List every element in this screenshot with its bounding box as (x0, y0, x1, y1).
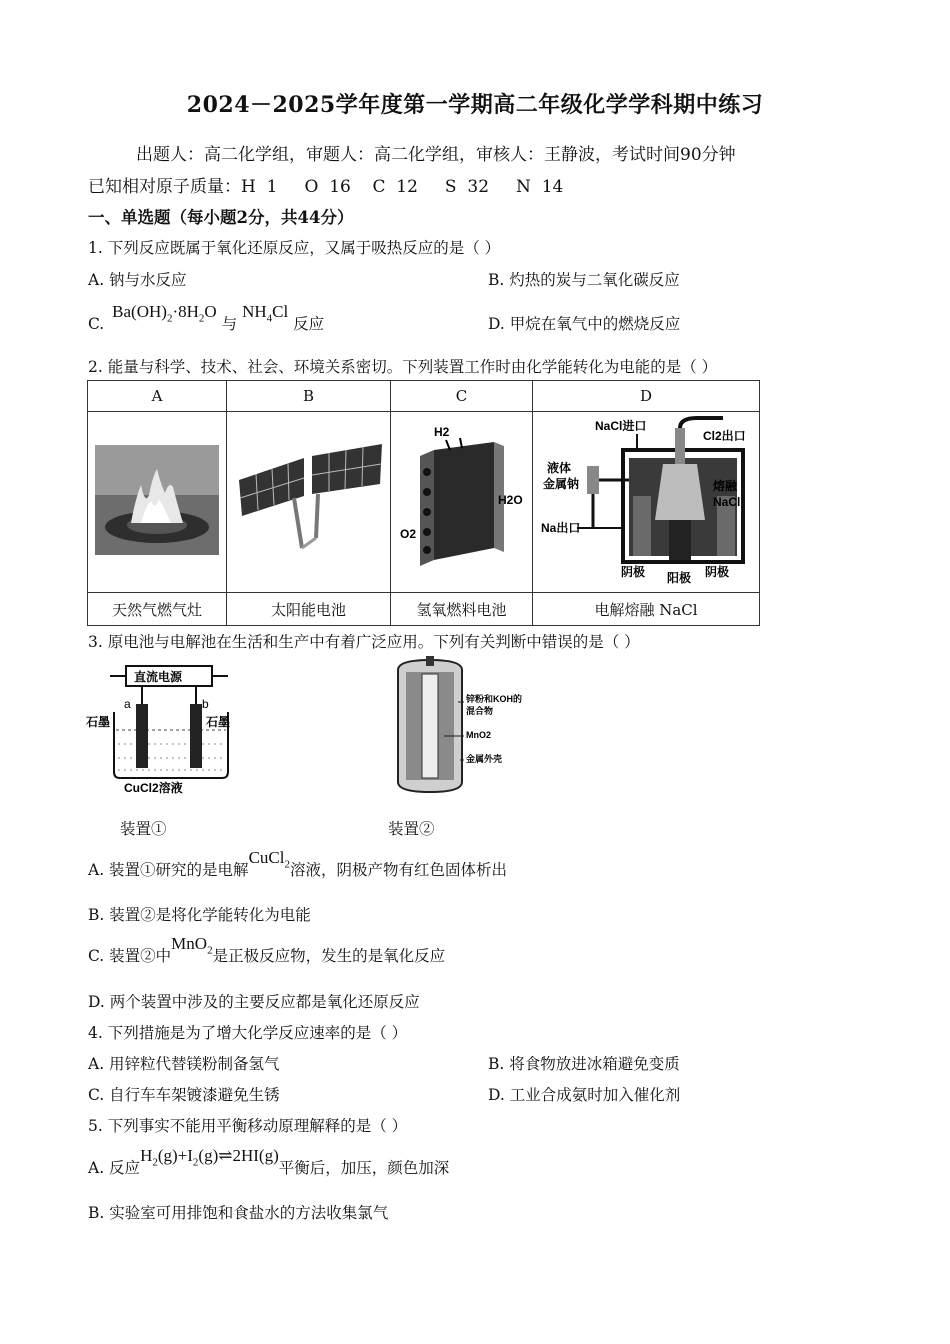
question-4-stem: 4. 下列措施是为了增大化学反应速率的是（ ） (88, 1024, 408, 1042)
q3-formula-mno2: MnO$_2$ (171, 934, 213, 957)
section-heading: 一、单选题（每小题2分，共44分） (88, 208, 354, 227)
q3-formula-cucl2: CuCl$_2$ (248, 848, 290, 871)
label-cl2-outlet: Cl2出口 (703, 429, 746, 443)
label-cucl2-solution: CuCl2溶液 (124, 781, 183, 795)
electrolysis-cell-image (533, 412, 760, 593)
q3-option-c: C. 装置②中MnO$_2$是正极反应物，发生的是氧化反应 (88, 934, 446, 965)
q1-option-c: C. $Ba(OH)_2\cdot 8H_2O$ 与 $NH_4Cl$ 反应 (88, 302, 325, 333)
col-header-c: C (391, 381, 533, 412)
label-metal-sodium: 金属钠 (543, 477, 580, 491)
q3-option-a: A. 装置①研究的是电解CuCl$_2$溶液，阴极产物有红色固体析出 (88, 848, 507, 879)
caption-a: 天然气燃气灶 (88, 593, 227, 626)
caption-b: 太阳能电池 (227, 593, 391, 626)
q4-option-c: C. 自行车车架镀漆避免生锈 (88, 1086, 280, 1104)
col-header-d: D (533, 381, 760, 412)
electrolysis-device-1-figure (86, 660, 256, 796)
q5-option-b: B. 实验室可用排饱和食盐水的方法收集氯气 (88, 1204, 389, 1222)
q1-formula-nh4cl: $NH_4Cl$ (242, 302, 289, 325)
label-mixture: 混合物 (466, 706, 494, 716)
label-dc-source: 直流电源 (134, 670, 183, 684)
gas-stove-image (88, 412, 227, 593)
q1-option-d: D. 甲烷在氧气中的燃烧反应 (488, 315, 681, 333)
q5-equation: $H_2(g)+I_2(g)\rightleftharpoons 2HI(g)$ (140, 1146, 279, 1169)
label-cathode-right: 阴极 (705, 565, 730, 579)
q5-option-a: A. 反应$H_2(g)+I_2(g)\rightleftharpoons 2HI(g)$平衡后，加压，颜色加深 (88, 1146, 450, 1177)
label-graphite-left: 石墨 (86, 715, 111, 729)
q1-option-a: A. 钠与水反应 (88, 271, 187, 289)
caption-c: 氢氧燃料电池 (391, 593, 533, 626)
device-table (87, 380, 760, 626)
caption-d: 电解熔融 NaCl (533, 593, 760, 626)
label-anode: 阳极 (667, 571, 692, 584)
question-1-stem: 1. 下列反应既属于氧化还原反应，又属于吸热反应的是（ ） (88, 239, 501, 257)
solar-panel-image (227, 412, 391, 593)
q3-option-d: D. 两个装置中涉及的主要反应都是氧化还原反应 (88, 993, 420, 1011)
col-header-b: B (227, 381, 391, 412)
device-1-caption: 装置① (120, 820, 167, 838)
label-zinc-koh-mixture: 锌粉和KOH的 (466, 694, 522, 704)
question-2-stem: 2. 能量与科学、技术、社会、环境关系密切。下列装置工作时由化学能转化为电能的是（ ） (88, 358, 718, 376)
atomic-mass-line: 已知相对原子质量：H 1 O 16 C 12 S 32 N 14 (88, 177, 564, 197)
fuel-cell-label-h2o: H2O (497, 493, 523, 507)
fuel-cell-label-o2: O2 (399, 527, 416, 541)
label-molten: 熔融 (713, 479, 738, 493)
label-electrode-a: a (124, 697, 131, 711)
label-mno2: MnO2 (466, 730, 492, 740)
label-na-outlet: Na出口 (541, 521, 581, 535)
page-title: 2024－2025学年度第一学期高二年级化学学科期中练习 (186, 92, 764, 118)
q4-option-d: D. 工业合成氨时加入催化剂 (488, 1086, 681, 1104)
fuel-cell-image (391, 412, 533, 593)
label-nacl-inlet: NaCl进口 (595, 419, 647, 433)
label-metal-shell: 金属外壳 (466, 754, 503, 764)
q3-option-b: B. 装置②是将化学能转化为电能 (88, 906, 311, 924)
question-3-stem: 3. 原电池与电解池在生活和生产中有着广泛应用。下列有关判断中错误的是（ ） (88, 633, 640, 651)
label-graphite-right: 石墨 (206, 715, 231, 729)
label-liquid: 液体 (547, 461, 572, 475)
label-nacl: NaCl (713, 495, 741, 509)
q4-option-b: B. 将食物放进冰箱避免变质 (488, 1055, 680, 1073)
device-2-caption: 装置② (388, 820, 435, 838)
exam-info: 出题人：高二化学组，审题人：高二化学组，审核人：王静波，考试时间90分钟 (136, 145, 736, 165)
q1-option-b: B. 灼热的炭与二氧化碳反应 (488, 271, 680, 289)
q1-formula-baoh2: $Ba(OH)_2\cdot 8H_2O$ (112, 302, 217, 325)
label-cathode-left: 阴极 (621, 565, 646, 579)
col-header-a: A (88, 381, 227, 412)
q4-option-a: A. 用锌粒代替镁粉制备氢气 (88, 1055, 280, 1073)
question-5-stem: 5. 下列事实不能用平衡移动原理解释的是（ ） (88, 1117, 408, 1135)
label-electrode-b: b (202, 697, 209, 711)
fuel-cell-label-h2: H2 (433, 425, 449, 439)
dry-battery-figure (384, 656, 524, 796)
